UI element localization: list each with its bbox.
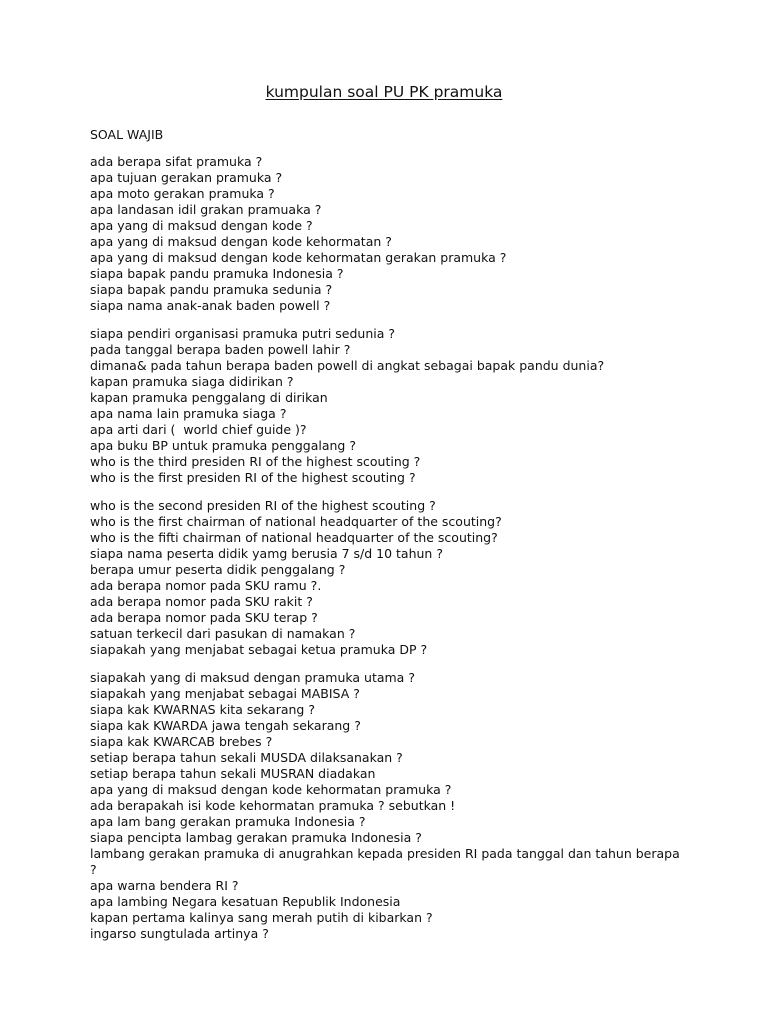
question-line: ingarso sungtulada artinya ? <box>90 926 269 941</box>
document-title: kumpulan soal PU PK pramuka <box>265 83 503 101</box>
question-line: siapa pendiri organisasi pramuka putri sedunia ? <box>90 326 395 341</box>
question-line: apa moto gerakan pramuka ? <box>90 186 275 201</box>
question-block-3 <box>90 498 502 658</box>
question-line: siapa kak KWARDA jawa tengah sekarang ? <box>90 718 361 733</box>
question-line: siapa nama peserta didik yamg berusia 7 s/d 10 tahun ? <box>90 546 443 561</box>
question-line: satuan terkecil dari pasukan di namakan ? <box>90 626 356 641</box>
question-line: apa yang di maksud dengan kode kehormatan pramuka ? <box>90 782 452 797</box>
question-line: pada tanggal berapa baden powell lahir ? <box>90 342 351 357</box>
question-line: siapa pencipta lambag gerakan pramuka Indonesia ? <box>90 830 422 845</box>
question-line: siapakah yang di maksud dengan pramuka utama ? <box>90 670 415 685</box>
question-line: who is the fifti chairman of national headquarter of the scouting? <box>90 530 498 545</box>
question-block-2 <box>90 326 604 486</box>
question-line: apa yang di maksud dengan kode ? <box>90 218 313 233</box>
question-line: kapan pramuka siaga didirikan ? <box>90 374 294 389</box>
question-line: siapa nama anak-anak baden powell ? <box>90 298 331 313</box>
question-block-4 <box>90 670 684 942</box>
question-line: siapakah yang menjabat sebagai ketua pramuka DP ? <box>90 642 428 657</box>
section-heading: SOAL WAJIB <box>90 127 164 142</box>
question-line: apa tujuan gerakan pramuka ? <box>90 170 283 185</box>
question-line: ada berapa sifat pramuka ? <box>90 154 263 169</box>
question-line: apa arti dari ( world chief guide )? <box>90 422 307 437</box>
question-line: siapa kak KWARCAB brebes ? <box>90 734 273 749</box>
question-block-1 <box>90 154 506 314</box>
question-line: who is the second presiden RI of the highest scouting ? <box>90 498 436 513</box>
question-line: apa lambing Negara kesatuan Republik Indonesia <box>90 894 401 909</box>
question-line: ada berapa nomor pada SKU ramu ?. <box>90 578 322 593</box>
question-line: who is the first chairman of national headquarter of the scouting? <box>90 514 502 529</box>
question-line: setiap berapa tahun sekali MUSRAN diadakan <box>90 766 376 781</box>
question-line: siapa kak KWARNAS kita sekarang ? <box>90 702 315 717</box>
question-line: lambang gerakan pramuka di anugrahkan kepada presiden RI pada tanggal dan tahun berapa ? <box>90 846 684 877</box>
question-line: kapan pertama kalinya sang merah putih di kibarkan ? <box>90 910 433 925</box>
question-line: siapakah yang menjabat sebagai MABISA ? <box>90 686 360 701</box>
question-line: apa warna bendera RI ? <box>90 878 239 893</box>
question-line: who is the first presiden RI of the highest scouting ? <box>90 470 416 485</box>
question-line: ada berapa nomor pada SKU terap ? <box>90 610 318 625</box>
question-line: apa buku BP untuk pramuka penggalang ? <box>90 438 356 453</box>
question-line: siapa bapak pandu pramuka sedunia ? <box>90 282 333 297</box>
question-line: who is the third presiden RI of the highest scouting ? <box>90 454 421 469</box>
question-line: berapa umur peserta didik penggalang ? <box>90 562 346 577</box>
question-line: dimana& pada tahun berapa baden powell di angkat sebagai bapak pandu dunia? <box>90 358 605 373</box>
question-line: ada berapa nomor pada SKU rakit ? <box>90 594 313 609</box>
question-line: kapan pramuka penggalang di dirikan <box>90 390 328 405</box>
question-line: apa yang di maksud dengan kode kehormatan ? <box>90 234 392 249</box>
question-line: apa landasan idil grakan pramuaka ? <box>90 202 322 217</box>
question-line: ada berapakah isi kode kehormatan pramuka ? sebutkan ! <box>90 798 456 813</box>
question-line: siapa bapak pandu pramuka Indonesia ? <box>90 266 344 281</box>
question-line: setiap berapa tahun sekali MUSDA dilaksanakan ? <box>90 750 403 765</box>
question-line: apa yang di maksud dengan kode kehormatan gerakan pramuka ? <box>90 250 507 265</box>
question-line: apa lam bang gerakan pramuka Indonesia ? <box>90 814 366 829</box>
question-line: apa nama lain pramuka siaga ? <box>90 406 287 421</box>
